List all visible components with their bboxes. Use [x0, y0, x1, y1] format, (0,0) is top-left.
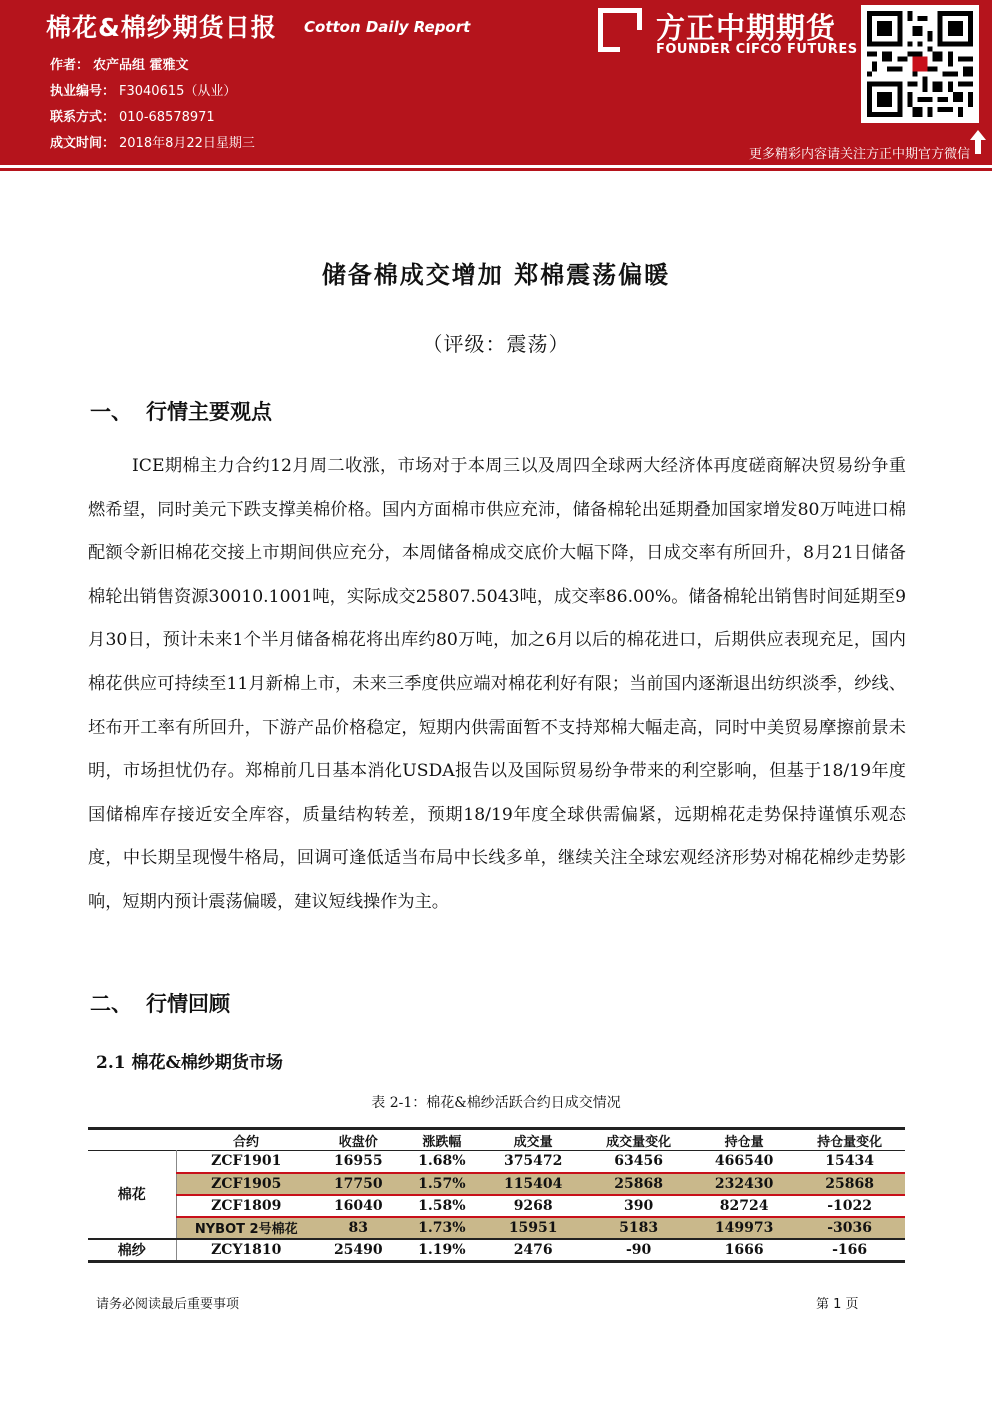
table-header: 持仓量变化 — [817, 1134, 883, 1150]
futures-trading-table — [88, 1127, 905, 1263]
section-title: 行情回顾 — [146, 991, 230, 1016]
report-header — [0, 0, 992, 165]
table-cell: 82724 — [694, 1195, 794, 1217]
table-cell: -3036 — [794, 1217, 905, 1239]
table-cell: 1.19% — [418, 1241, 466, 1258]
table-cell: 63456 — [614, 1153, 663, 1170]
table-header: 成交量 — [513, 1134, 553, 1150]
table-cell: 15434 — [825, 1153, 874, 1170]
header-divider — [0, 168, 992, 171]
table-cell: 15951 — [483, 1217, 583, 1239]
table-cell: -1022 — [794, 1195, 905, 1217]
report-title-en: Cotton Daily Report — [304, 18, 471, 36]
section-heading-2 — [90, 988, 230, 1018]
section-paragraph — [88, 445, 906, 925]
table-cell: 2476 — [513, 1241, 553, 1258]
author-value: 农产品组 霍雅文 — [93, 58, 189, 73]
table-cell: -166 — [832, 1241, 868, 1258]
qr-code-icon[interactable] — [861, 5, 979, 123]
table-cell: 1.58% — [401, 1195, 483, 1217]
table-cell: 390 — [583, 1195, 694, 1217]
table-header: 收盘价 — [338, 1134, 378, 1150]
table-header: 涨跌幅 — [422, 1134, 462, 1150]
table-cell: ZCF1809 — [176, 1195, 316, 1217]
footer-disclaimer: 请务必阅读最后重要事项 — [96, 1297, 240, 1312]
author-line — [50, 54, 189, 73]
license-line — [50, 80, 236, 99]
table-cell: 1.73% — [401, 1217, 483, 1239]
subsection-heading: 2.1 棉花&棉纱期货市场 — [96, 1053, 283, 1073]
company-logo-icon — [598, 8, 642, 52]
table-cell: ZCF1905 — [176, 1173, 316, 1195]
brand-name-cn: 方正中期期货 — [656, 11, 837, 45]
table-header: 持仓量 — [724, 1134, 764, 1150]
wechat-note: 更多精彩内容请关注方正中期官方微信 — [748, 147, 970, 162]
table-cell: 5183 — [583, 1217, 694, 1239]
report-title-cn: 棉花&棉纱期货日报 — [46, 13, 277, 42]
date-line — [50, 132, 255, 151]
brand-name-en: FOUNDER CIFCO FUTURES — [656, 42, 858, 57]
table-row — [88, 1239, 905, 1262]
group-yarn: 棉纱 — [88, 1239, 176, 1262]
table-row — [88, 1217, 905, 1239]
table-row — [88, 1173, 905, 1195]
table-header-group — [88, 1129, 176, 1151]
date-value: 2018年8月22日星期三 — [119, 136, 255, 151]
author-label: 作者： — [50, 58, 90, 73]
section-number: 二、 — [90, 991, 132, 1016]
date-label: 成文时间： — [50, 136, 116, 151]
table-cell: 232430 — [694, 1173, 794, 1195]
table-cell: 1.68% — [418, 1153, 466, 1170]
table-header-row — [88, 1129, 905, 1151]
table-cell: 1.57% — [401, 1173, 483, 1195]
table-cell: 25490 — [333, 1241, 383, 1258]
table-cell: 9268 — [483, 1195, 583, 1217]
table-row — [88, 1151, 905, 1173]
table-cell: 115404 — [483, 1173, 583, 1195]
rating-label: （评级：震荡） — [422, 332, 570, 356]
contact-value: 010-68578971 — [119, 110, 215, 125]
table-cell: 83 — [316, 1217, 401, 1239]
table-caption: 表 2-1：棉花&棉纱活跃合约日成交情况 — [371, 1095, 621, 1111]
table-cell: -90 — [626, 1241, 652, 1258]
table-cell: 466540 — [714, 1153, 774, 1170]
table-cell: NYBOT 2号棉花 — [176, 1217, 316, 1239]
section-number: 一、 — [90, 399, 132, 424]
section-title: 行情主要观点 — [146, 399, 272, 424]
section-heading-1 — [90, 396, 272, 426]
table-row — [88, 1195, 905, 1217]
contact-label: 联系方式： — [50, 110, 116, 125]
table-cell: 25868 — [583, 1173, 694, 1195]
table-cell: ZCF1901 — [211, 1153, 282, 1170]
table-header: 合约 — [232, 1134, 259, 1150]
group-cotton: 棉花 — [88, 1151, 176, 1239]
arrow-up-icon — [968, 128, 988, 156]
table-cell: 375472 — [503, 1153, 563, 1170]
license-value: F3040615（从业） — [119, 84, 237, 99]
page-number: 第 1 页 — [816, 1297, 859, 1312]
paragraph-text: ICE期棉主力合约12月周二收涨，市场对于本周三以及周四全球两大经济体再度磋商解决贸易纷争重燃希望，同时美元下跌支撑美棉价格。国内方面棉市供应充沛，储备棉轮出延期叠加国家增发80万吨进口棉配额令新旧棉花交接上市期间供应充分，本周储备棉成交底价大幅下降，日成交率有所回升，8月21日储备棉轮出销售资源30010.1001吨，实际成交25807.5043吨，成交率86.00%。储备棉轮出销售时间延期至9月30日，预计未来1个半月储备棉花将出库约80万吨，加之6月以后的棉花进口，后期供应表现充足，国内棉花供应可持续至11月新棉上市，未来三季度供应端对棉花利好有限；当前国内逐渐退出纺织淡季，纱线、坯布开工率有所回升，下游产品价格稳定，短期内供需面暂不支持郑棉大幅走高，同时中美贸易摩擦前景未明，市场担忧仍存。郑棉前几日基本消化USDA报告以及国际贸易纷争带来的利空影响，但基于18/19年度国储棉库存接近安全库容，质量结构转差，预期18/19年度全球供需偏紧，远期棉花走势保持谨慎乐观态度，中长期呈现慢牛格局，回调可逢低适当布局中长线多单，继续关注全球宏观经济形势对棉花棉纱走势影响，短期内预计震荡偏暖，建议短线操作为主。 — [88, 456, 906, 912]
table-cell: 16040 — [316, 1195, 401, 1217]
table-cell: ZCY1810 — [211, 1241, 282, 1258]
contact-line — [50, 106, 215, 125]
table-cell: 17750 — [316, 1173, 401, 1195]
table-header: 成交量变化 — [606, 1134, 672, 1150]
table-cell: 149973 — [694, 1217, 794, 1239]
table-cell: 25868 — [794, 1173, 905, 1195]
table-cell: 16955 — [333, 1153, 383, 1170]
document-title: 储备棉成交增加 郑棉震荡偏暖 — [321, 260, 671, 289]
table-cell: 1666 — [724, 1241, 764, 1258]
license-label: 执业编号： — [50, 84, 116, 99]
